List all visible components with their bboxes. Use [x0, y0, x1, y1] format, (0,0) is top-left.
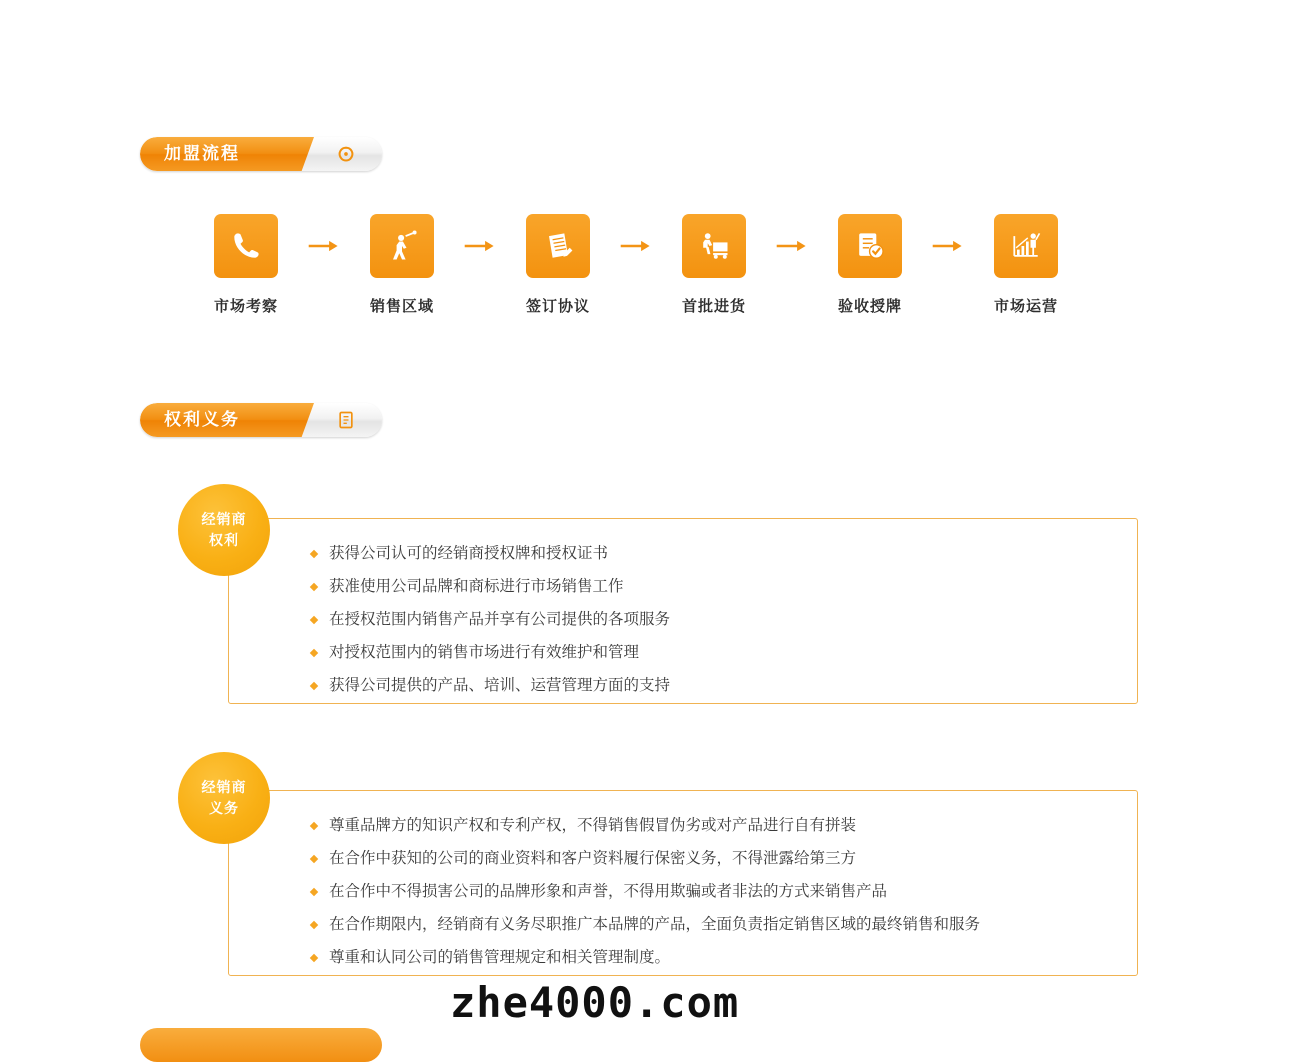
- duties-badge: [178, 752, 270, 844]
- rights-list: [229, 519, 1137, 720]
- list-item: 获得公司提供的产品、培训、运营管理方面的支持: [311, 669, 1137, 702]
- surveyor-icon: [370, 214, 434, 278]
- flow-step-label: 签订协议: [525, 298, 590, 315]
- cart-worker-icon: [682, 214, 746, 278]
- contract-icon: [526, 214, 590, 278]
- section-header-rights: [140, 403, 382, 437]
- process-flow: [200, 214, 1090, 334]
- flow-arrow-icon: [916, 214, 980, 278]
- document-icon: [336, 410, 356, 430]
- next-section-header-peek: [140, 1028, 382, 1062]
- phone-icon: [214, 214, 278, 278]
- rights-badge-line2: 权利: [209, 532, 239, 548]
- list-item: 对授权范围内的销售市场进行有效维护和管理: [311, 636, 1137, 669]
- flow-step[interactable]: [356, 214, 448, 316]
- flow-step[interactable]: [512, 214, 604, 316]
- flow-step-label: 销售区域: [369, 298, 434, 315]
- flow-step-label: 市场考察: [213, 298, 278, 315]
- flow-step[interactable]: [200, 214, 292, 316]
- rights-badge-line1: 经销商: [201, 511, 247, 527]
- duties-box: [228, 790, 1138, 976]
- flow-step-label: 首批进货: [681, 298, 746, 315]
- duties-badge-line2: 义务: [209, 800, 239, 816]
- flow-step-label: 市场运营: [993, 298, 1058, 315]
- list-item: 尊重品牌方的知识产权和专利产权，不得销售假冒伪劣或对产品进行自有拼装: [311, 809, 1137, 842]
- flow-arrow-icon: [604, 214, 668, 278]
- list-item: 在合作期限内，经销商有义务尽职推广本品牌的产品，全面负责指定销售区域的最终销售和服务: [311, 908, 1137, 941]
- rights-badge: [178, 484, 270, 576]
- list-item: 获得公司认可的经销商授权牌和授权证书: [311, 537, 1137, 570]
- chart-worker-icon: [994, 214, 1058, 278]
- flow-step[interactable]: [980, 214, 1072, 316]
- list-item: 尊重和认同公司的销售管理规定和相关管理制度。: [311, 941, 1137, 974]
- duties-badge-line1: 经销商: [201, 779, 247, 795]
- checklist-icon: [838, 214, 902, 278]
- flow-arrow-icon: [760, 214, 824, 278]
- list-item: 获准使用公司品牌和商标进行市场销售工作: [311, 570, 1137, 603]
- flow-arrow-icon: [448, 214, 512, 278]
- flow-step-label: 验收授牌: [837, 298, 902, 315]
- rights-box: [228, 518, 1138, 704]
- recycle-icon: [336, 144, 356, 164]
- section-title-rights: 权利义务: [164, 410, 240, 429]
- flow-step[interactable]: [824, 214, 916, 316]
- list-item: 在授权范围内销售产品并享有公司提供的各项服务: [311, 603, 1137, 636]
- flow-arrow-icon: [292, 214, 356, 278]
- watermark: zhe4000.com: [450, 978, 740, 1027]
- list-item: 在合作中不得损害公司的品牌形象和声誉，不得用欺骗或者非法的方式来销售产品: [311, 875, 1137, 908]
- duties-list: [229, 791, 1137, 992]
- section-header-process: [140, 137, 382, 171]
- flow-step[interactable]: [668, 214, 760, 316]
- list-item: 在合作中获知的公司的商业资料和客户资料履行保密义务，不得泄露给第三方: [311, 842, 1137, 875]
- section-title-process: 加盟流程: [164, 144, 240, 163]
